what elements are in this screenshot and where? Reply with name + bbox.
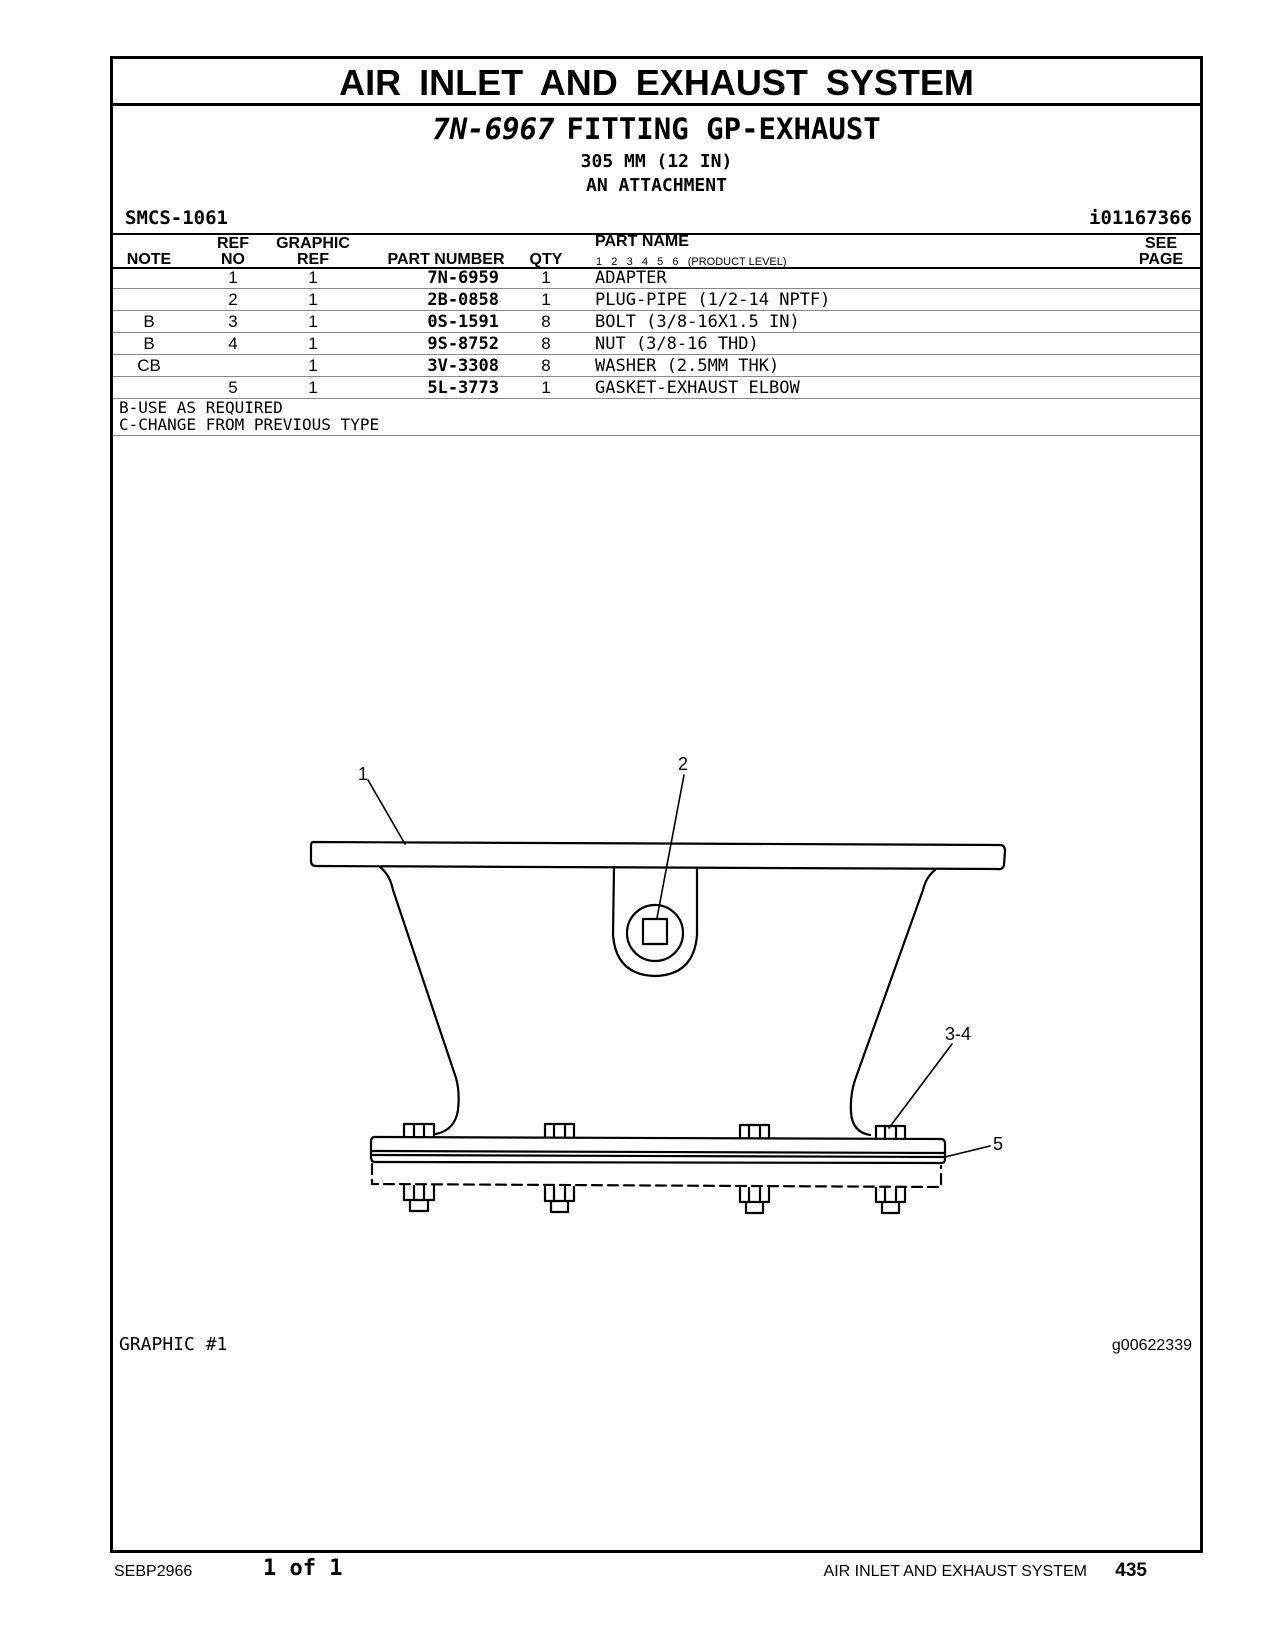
leader-3-4 bbox=[889, 1044, 952, 1128]
cell-part-number[interactable]: 5L-3773 bbox=[427, 378, 499, 398]
size-line: 305 MM (12 IN) bbox=[580, 151, 733, 172]
cell-qty: 1 bbox=[541, 268, 551, 287]
cell-part-number[interactable]: 9S-8752 bbox=[427, 334, 499, 354]
col-note: NOTE bbox=[126, 251, 172, 268]
cell-qty: 8 bbox=[541, 312, 551, 331]
nuts-below bbox=[404, 1186, 905, 1213]
col-ref-no-line1: REF bbox=[217, 235, 249, 252]
cell-part-number[interactable]: 0S-1591 bbox=[427, 312, 499, 332]
info-id: i01167366 bbox=[1089, 207, 1192, 229]
plug-square bbox=[643, 919, 667, 944]
callout-5: 5 bbox=[993, 1134, 1004, 1154]
cell-graphic-ref: 1 bbox=[308, 378, 318, 397]
col-product-levels: 1 2 3 4 5 6 (PRODUCT LEVEL) bbox=[596, 256, 787, 268]
gasket-line-1 bbox=[372, 1151, 944, 1153]
smcs-code: SMCS-1061 bbox=[125, 207, 228, 229]
cell-note: B bbox=[143, 334, 155, 353]
cell-graphic-ref: 1 bbox=[308, 268, 318, 287]
cell-part-name: BOLT (3/8-16X1.5 IN) bbox=[595, 312, 800, 332]
graphic-caption: GRAPHIC #1 bbox=[119, 1334, 228, 1355]
plug-boss-ring bbox=[627, 905, 683, 961]
gasket-line-2 bbox=[372, 1155, 944, 1157]
cell-part-name: ADAPTER bbox=[595, 268, 667, 288]
col-ref-no-line2: NO bbox=[221, 251, 245, 268]
col-graphic-ref-line2: REF bbox=[297, 251, 329, 268]
top-flange bbox=[311, 842, 1005, 869]
cell-graphic-ref: 1 bbox=[308, 312, 318, 331]
col-graphic-ref-line1: GRAPHIC bbox=[276, 235, 350, 252]
col-part-name: PART NAME bbox=[595, 233, 689, 250]
cell-qty: 1 bbox=[541, 290, 551, 309]
type-line: AN ATTACHMENT bbox=[586, 175, 727, 196]
footer-doc-number: SEBP2966 bbox=[114, 1563, 193, 1580]
callout-3-4: 3-4 bbox=[945, 1024, 972, 1044]
cell-ref-no: 4 bbox=[228, 334, 238, 353]
cell-note: B bbox=[143, 312, 155, 331]
footer-system: AIR INLET AND EXHAUST SYSTEM bbox=[823, 1563, 1087, 1580]
cell-part-name: PLUG-PIPE (1/2-14 NPTF) bbox=[595, 290, 831, 310]
cell-part-number[interactable]: 2B-0858 bbox=[427, 290, 499, 310]
cell-qty: 8 bbox=[541, 356, 551, 375]
col-qty: QTY bbox=[529, 251, 563, 268]
cell-graphic-ref: 1 bbox=[308, 356, 318, 375]
group-part-number: 7N-6967 bbox=[432, 112, 555, 146]
cell-graphic-ref: 1 bbox=[308, 334, 318, 353]
group-part-title: FITTING GP-EXHAUST bbox=[566, 112, 881, 146]
cell-qty: 1 bbox=[541, 378, 551, 397]
cell-note: CB bbox=[137, 356, 161, 375]
footer-page-number: 435 bbox=[1115, 1560, 1147, 1581]
note-c: C-CHANGE FROM PREVIOUS TYPE bbox=[119, 415, 380, 434]
cell-part-name: GASKET-EXHAUST ELBOW bbox=[595, 378, 800, 398]
adapter-left-wall bbox=[380, 867, 459, 1134]
lower-flange bbox=[371, 1137, 945, 1163]
cell-part-number[interactable]: 3V-3308 bbox=[427, 356, 499, 376]
leader-2 bbox=[657, 775, 684, 918]
adapter-right-wall bbox=[851, 870, 935, 1135]
callout-2: 2 bbox=[678, 754, 689, 774]
graphic-id: g00622339 bbox=[1111, 1337, 1192, 1354]
mating-flange-hidden bbox=[372, 1164, 941, 1187]
col-part-number: PART NUMBER bbox=[387, 251, 505, 268]
cell-ref-no: 1 bbox=[228, 268, 238, 287]
cell-ref-no: 5 bbox=[228, 378, 238, 397]
col-see-page-line2: PAGE bbox=[1138, 251, 1184, 268]
cell-ref-no: 3 bbox=[228, 312, 238, 331]
col-see-page-line1: SEE bbox=[1144, 235, 1177, 252]
note-b: B-USE AS REQUIRED bbox=[119, 398, 283, 417]
cell-part-name: NUT (3/8-16 THD) bbox=[595, 334, 759, 354]
cell-graphic-ref: 1 bbox=[308, 290, 318, 309]
cell-qty: 8 bbox=[541, 334, 551, 353]
cell-part-name: WASHER (2.5MM THK) bbox=[595, 356, 780, 376]
footer-page-of: 1 of 1 bbox=[263, 1556, 343, 1581]
leader-5 bbox=[945, 1146, 990, 1157]
plug-boss bbox=[613, 867, 697, 976]
leader-1 bbox=[368, 780, 405, 844]
cell-part-number[interactable]: 7N-6959 bbox=[427, 268, 499, 288]
callout-1: 1 bbox=[358, 764, 369, 784]
system-title: AIR INLET AND EXHAUST SYSTEM bbox=[113, 59, 1200, 106]
cell-ref-no: 2 bbox=[228, 290, 238, 309]
